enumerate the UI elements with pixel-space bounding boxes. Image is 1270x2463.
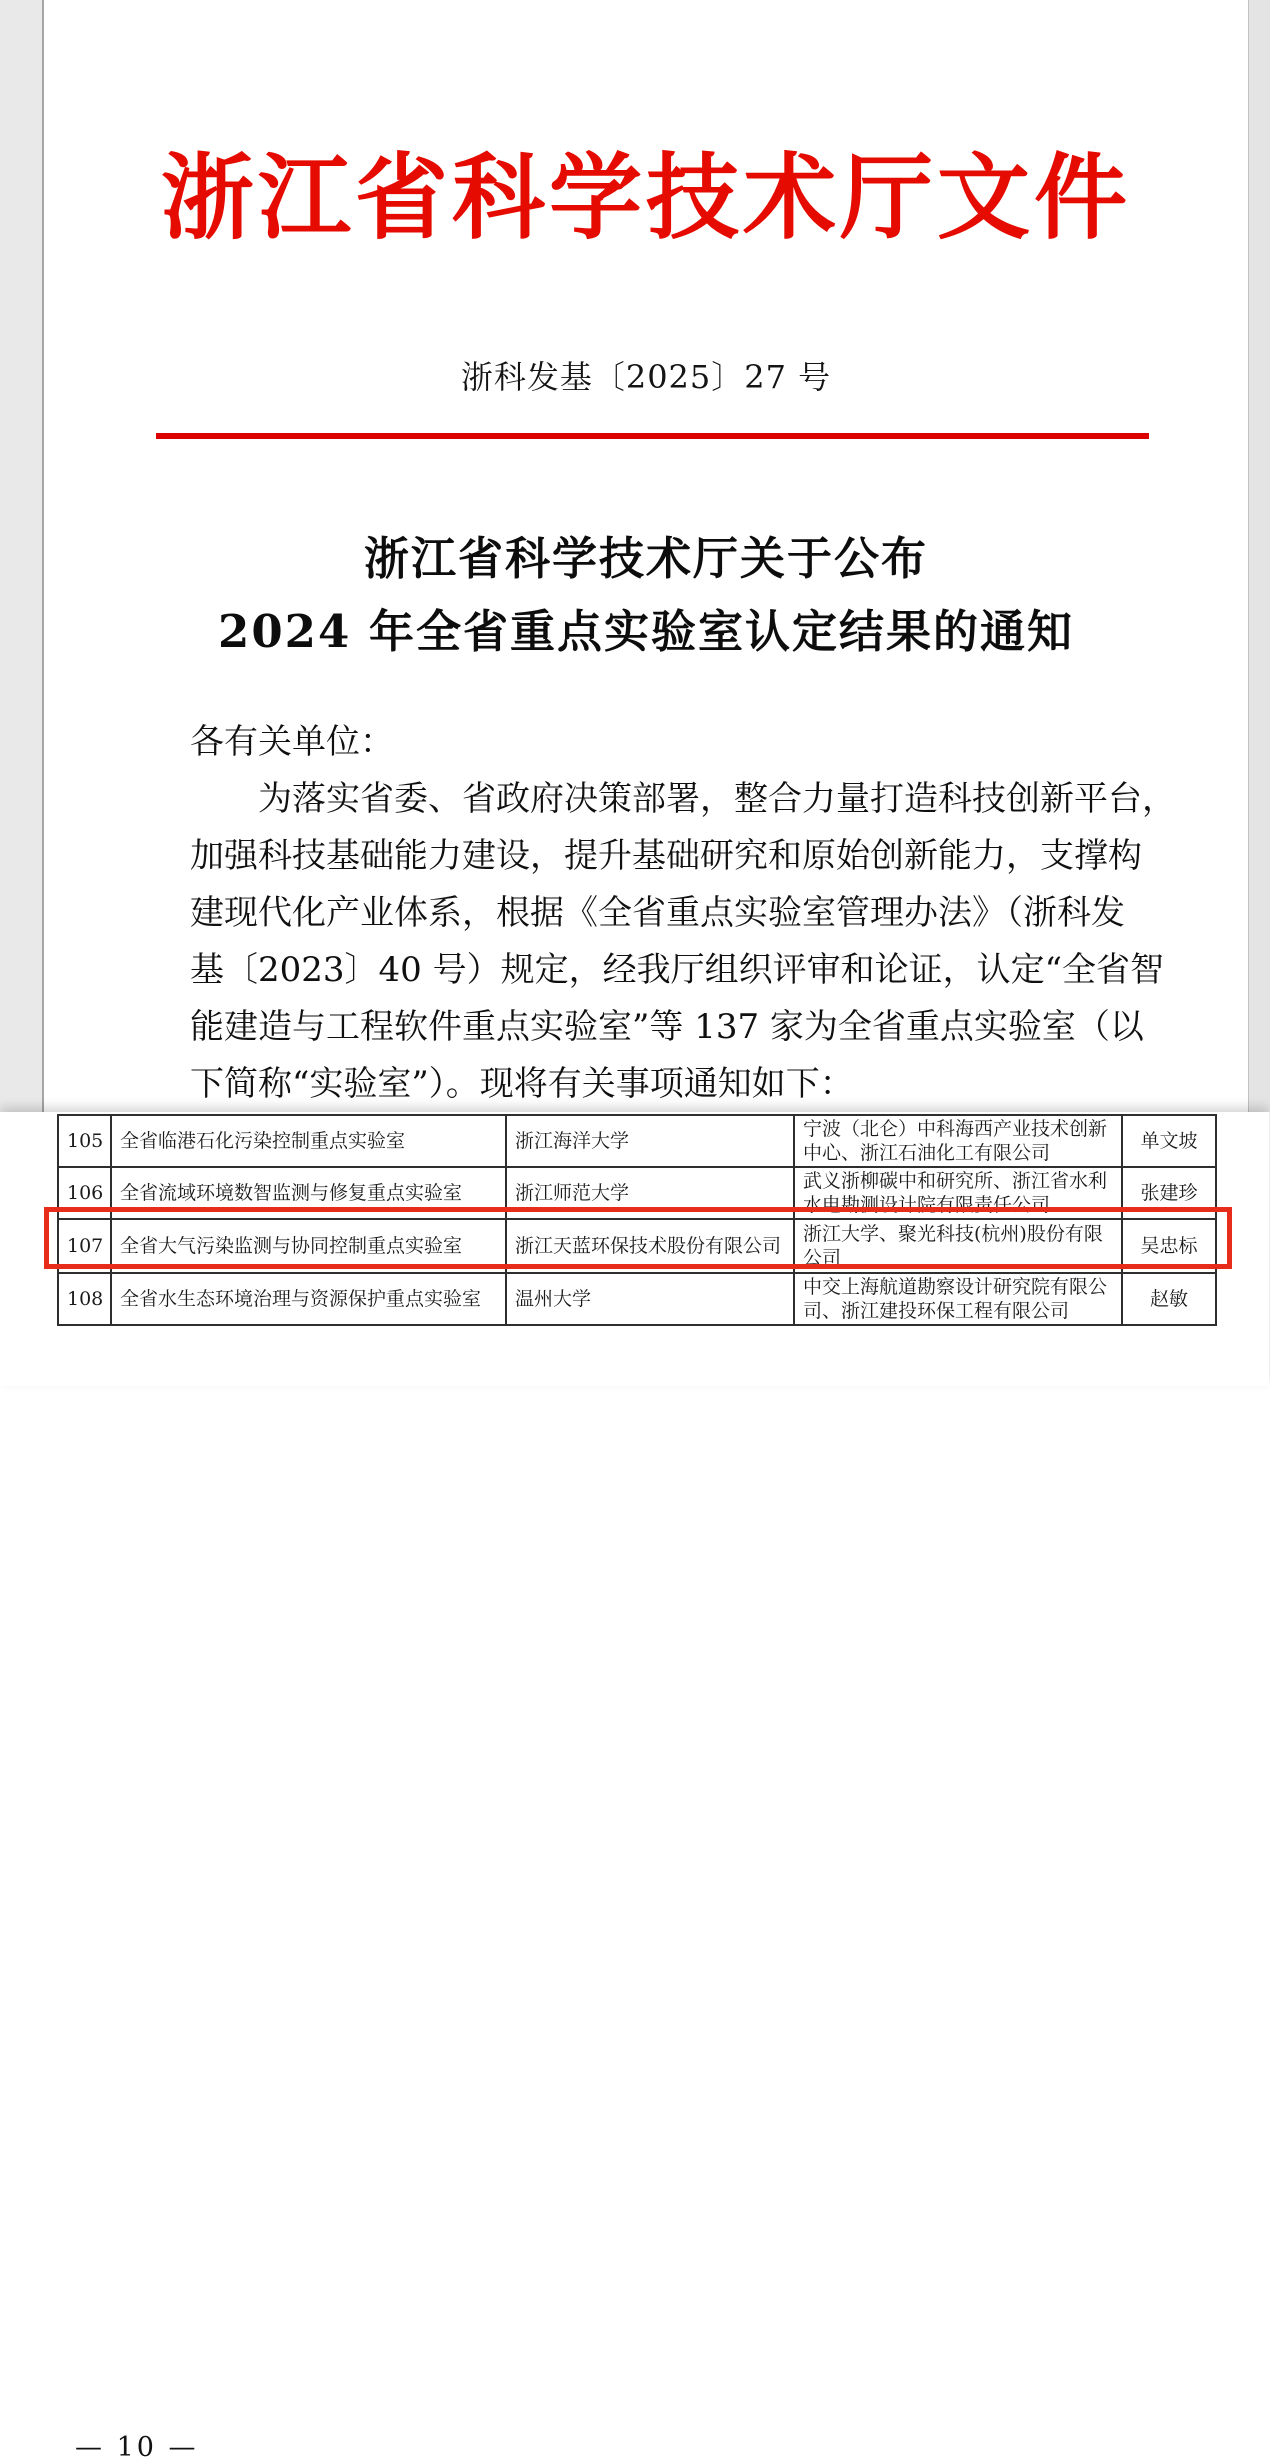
red-divider-rule xyxy=(156,433,1149,439)
lab-name-cell: 全省流域环境数智监测与修复重点实验室 xyxy=(111,1167,506,1219)
table-row-highlighted xyxy=(58,1219,1216,1273)
lab-name-cell: 全省大气污染监测与协同控制重点实验室 xyxy=(111,1219,506,1273)
table-row xyxy=(58,1167,1216,1219)
row-number-cell: 105 xyxy=(58,1115,111,1167)
salutation: 各有关单位： xyxy=(190,722,394,762)
partners-cell: 中交上海航道勘察设计研究院有限公司、浙江建投环保工程有限公司 xyxy=(794,1273,1122,1325)
row-number-cell: 107 xyxy=(58,1219,111,1273)
director-cell: 赵敏 xyxy=(1122,1273,1216,1325)
body-line: 下简称“实验室”）。现将有关事项通知如下： xyxy=(190,1064,854,1104)
body-line: 能建造与工程软件重点实验室”等 137 家为全省重点实验室（以 xyxy=(190,1007,1144,1047)
row-number-cell: 108 xyxy=(58,1273,111,1325)
partners-cell: 浙江大学、聚光科技(杭州)股份有限公司 xyxy=(794,1219,1122,1273)
director-cell: 张建珍 xyxy=(1122,1167,1216,1219)
institution-cell: 浙江海洋大学 xyxy=(506,1115,794,1167)
row-number-cell: 106 xyxy=(58,1167,111,1219)
partners-cell: 武义浙柳碳中和研究所、浙江省水利水电勘测设计院有限责任公司 xyxy=(794,1167,1122,1219)
body-line: 为落实省委、省政府决策部署，整合力量打造科技创新平台， xyxy=(258,779,1176,819)
body-line: 基〔2023〕40 号）规定，经我厅组织评审和论证，认定“全省智 xyxy=(190,950,1164,990)
body-line: 建现代化产业体系，根据《全省重点实验室管理办法》（浙科发 xyxy=(190,893,1125,933)
notice-title-line2: 2024 年全省重点实验室认定结果的通知 xyxy=(218,605,1074,658)
body-line: 加强科技基础能力建设，提升基础研究和原始创新能力，支撑构 xyxy=(190,836,1142,876)
table-row xyxy=(58,1115,1216,1167)
institution-cell: 温州大学 xyxy=(506,1273,794,1325)
notice-title xyxy=(45,522,1247,668)
institution-cell: 浙江师范大学 xyxy=(506,1167,794,1219)
right-desk-margin xyxy=(1248,0,1270,1112)
document-number: 浙科发基〔2025〕27 号 xyxy=(460,358,832,396)
notice-body xyxy=(190,714,1176,1113)
table-row xyxy=(58,1273,1216,1325)
lab-name-cell: 全省水生态环境治理与资源保护重点实验室 xyxy=(111,1273,506,1325)
institution-cell: 浙江天蓝环保技术股份有限公司 xyxy=(506,1219,794,1273)
masthead-title: 浙江省科学技术厅文件 xyxy=(161,143,1131,252)
partners-cell: 宁波（北仑）中科海西产业技术创新中心、浙江石油化工有限公司 xyxy=(794,1115,1122,1167)
director-cell: 单文坡 xyxy=(1122,1115,1216,1167)
left-desk-margin xyxy=(0,0,44,1112)
laboratory-table xyxy=(57,1114,1217,1326)
director-cell: 吴忠标 xyxy=(1122,1219,1216,1273)
lab-name-cell: 全省临港石化污染控制重点实验室 xyxy=(111,1115,506,1167)
page-number: — 10 — xyxy=(75,2432,199,2463)
table-page-strip xyxy=(0,1112,1269,2463)
notice-title-line1: 浙江省科学技术厅关于公布 xyxy=(363,532,928,585)
